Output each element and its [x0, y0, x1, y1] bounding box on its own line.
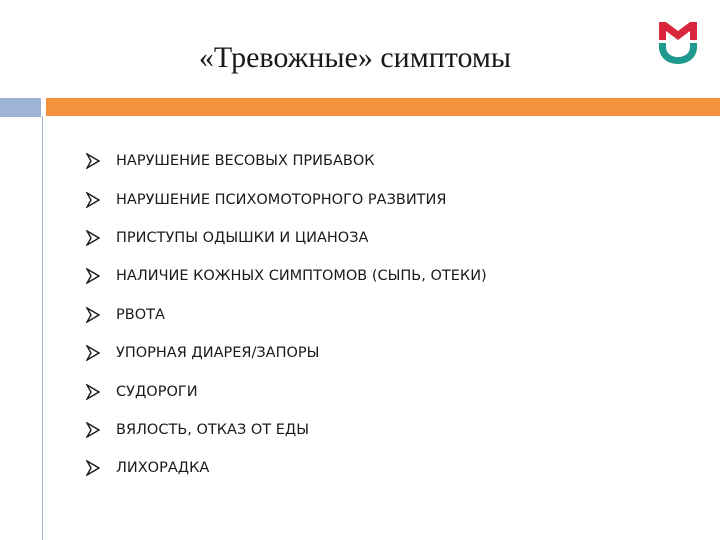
list-item [86, 219, 487, 257]
vertical-divider [42, 116, 43, 540]
list-item-label: ВЯЛОСТЬ, ОТКАЗ ОТ ЕДЫ [116, 421, 310, 438]
arrowhead-bullet-icon [86, 153, 100, 169]
list-item [86, 180, 487, 218]
list-item-label: ПРИСТУПЫ ОДЫШКИ И ЦИАНОЗА [116, 229, 369, 246]
list-item [86, 296, 487, 334]
list-item-label: СУДОРОГИ [116, 383, 198, 400]
list-item-label: ЛИХОРАДКА [116, 460, 210, 477]
list-item-label: НАРУШЕНИЕ ВЕСОВЫХ ПРИБАВОК [116, 153, 375, 170]
list-item-label: НАРУШЕНИЕ ПСИХОМОТОРНОГО РАЗВИТИЯ [116, 191, 447, 208]
list-item [86, 142, 487, 180]
header-bar-orange [46, 98, 720, 116]
arrowhead-bullet-icon [86, 307, 100, 323]
arrowhead-bullet-icon [86, 268, 100, 284]
arrowhead-bullet-icon [86, 460, 100, 476]
list-item-label: РВОТА [116, 306, 165, 323]
list-item [86, 257, 487, 295]
divider-line [0, 116, 41, 117]
symptom-list [86, 142, 487, 488]
arrowhead-bullet-icon [86, 422, 100, 438]
list-item-label: УПОРНАЯ ДИАРЕЯ/ЗАПОРЫ [116, 345, 320, 362]
arrowhead-bullet-icon [86, 192, 100, 208]
list-item [86, 372, 487, 410]
list-item-label: НАЛИЧИЕ КОЖНЫХ СИМПТОМОВ (СЫПЬ, ОТЕКИ) [116, 268, 487, 285]
arrowhead-bullet-icon [86, 384, 100, 400]
list-item [86, 449, 487, 487]
slide-title: «Тревожные» симптомы [198, 41, 512, 74]
arrowhead-bullet-icon [86, 345, 100, 361]
arrowhead-bullet-icon [86, 230, 100, 246]
list-item [86, 334, 487, 372]
university-logo-icon [655, 18, 701, 64]
list-item [86, 411, 487, 449]
header-bar-blue [0, 98, 41, 116]
